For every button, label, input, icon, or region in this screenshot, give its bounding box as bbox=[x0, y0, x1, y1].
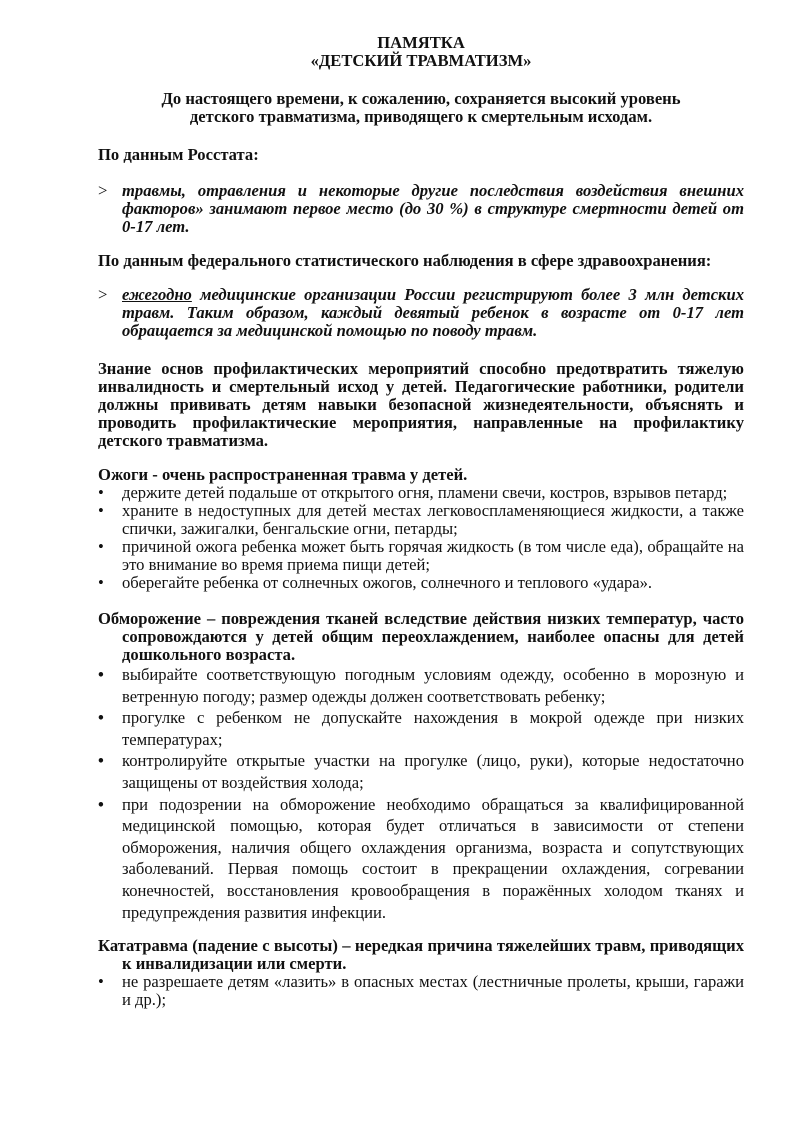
frostbite-list bbox=[98, 664, 744, 923]
bullet-marker: • bbox=[98, 483, 104, 502]
intro-line-2: детского травматизма, приводящего к смертельным исходам. bbox=[189, 107, 653, 126]
federal-text-body: медицинские организации России регистрируют более 3 млн детских травм. Таким образом, каждый девятый ребенок в возрасте от 0-17 лет обращается за медицинской помощью по поводу травм. bbox=[122, 285, 744, 340]
federal-text bbox=[122, 286, 744, 340]
list-item: • прогулке с ребенком не допускайте нахождения в мокрой одежде при низких температурах; bbox=[98, 708, 744, 749]
intro-line-1: До настоящего времени, к сожалению, сохраняется высокий уровень bbox=[161, 89, 681, 108]
burns-heading: Ожоги - очень распространенная травма у детей. bbox=[98, 465, 468, 484]
list-item: • при подозрении на обморожение необходимо обращаться за квалифицированной медицинской помощью, которая будет отличаться в зависимости от степени обморожения, наличия общего охлаждения организма, возраста и сопутствующих заболеваний. Первая помощь состоит в прекращении охлаждения, согревании конечностей, восстановления кровообращения в поражённых холодом тканях и предупреждения развития инфекции. bbox=[98, 794, 744, 922]
bullet-marker: • bbox=[98, 573, 104, 592]
frostbite-heading: Обморожение – повреждения тканей вследствие действия низких температур, часто сопровождаются у детей общим переохлаждением, наиболее опасны для детей дошкольного возраста. bbox=[98, 609, 744, 664]
list-item: • контролируйте открытые участки на прогулке (лицо, руки), которые недостаточно защищены от воздействия холода; bbox=[98, 751, 744, 792]
rosstat-item bbox=[98, 182, 744, 236]
list-item: • выбирайте соответствующую погодным условиям одежду, особенно в морозную и ветренную погоду; размер одежды должен соответствовать ребенку; bbox=[98, 665, 744, 706]
arrow-marker: > bbox=[98, 181, 108, 200]
falls-heading: Кататравма (падение с высоты) – нередкая причина тяжелейших травм, приводящих к инвалидизации или смерти. bbox=[98, 936, 744, 974]
knowledge-paragraph: Знание основ профилактических мероприятий способно предотвратить тяжелую инвалидность и смертельный исход у детей. Педагогические работники, родители должны прививать детям навыки безопасной жизнедеятельности, объяснять и проводить профилактические мероприятия, направленные на профилактику детского травматизма. bbox=[98, 359, 744, 450]
intro-paragraph bbox=[98, 90, 744, 126]
title-line-1: ПАМЯТКА bbox=[377, 33, 465, 52]
list-item: • причиной ожога ребенка может быть горячая жидкость (в том числе еда), обращайте на это внимание во время приема пищи детей; bbox=[98, 537, 744, 574]
bullet-marker: • bbox=[98, 501, 104, 520]
list-item: • держите детей подальше от открытого огня, пламени свечи, костров, взрывов петард; bbox=[98, 483, 728, 502]
list-item: • храните в недоступных для детей местах легковоспламеняющиеся жидкости, а также спички, зажигалки, бенгальские огни, петарды; bbox=[98, 501, 744, 538]
bullet-marker: • bbox=[98, 794, 104, 814]
burns-list bbox=[98, 484, 744, 592]
title-line-2: «ДЕТСКИЙ ТРАВМАТИЗМ» bbox=[310, 51, 532, 70]
document-page bbox=[98, 34, 744, 1009]
rosstat-text: травмы, отравления и некоторые другие последствия воздействия внешних факторов» занимают первое место (до 30 %) в структуре смертности детей от 0-17 лет. bbox=[122, 181, 744, 236]
falls-list bbox=[98, 973, 744, 1009]
arrow-marker: > bbox=[98, 285, 108, 304]
federal-item bbox=[98, 286, 744, 340]
bullet-marker: • bbox=[98, 708, 104, 728]
document-title bbox=[98, 34, 744, 70]
rosstat-heading: По данным Росстата: bbox=[98, 145, 259, 164]
federal-heading: По данным федерального статистического наблюдения в сфере здравоохранения: bbox=[98, 251, 712, 270]
federal-underlined-word: ежегодно bbox=[122, 285, 192, 304]
bullet-marker: • bbox=[98, 972, 104, 992]
bullet-marker: • bbox=[98, 537, 104, 556]
list-item: • оберегайте ребенка от солнечных ожогов, солнечного и теплового «удара». bbox=[98, 573, 653, 592]
list-item: • не разрешаете детям «лазить» в опасных местах (лестничные пролеты, крыши, гаражи и др.); bbox=[98, 972, 744, 1010]
bullet-marker: • bbox=[98, 665, 104, 684]
bullet-marker: • bbox=[98, 751, 104, 771]
